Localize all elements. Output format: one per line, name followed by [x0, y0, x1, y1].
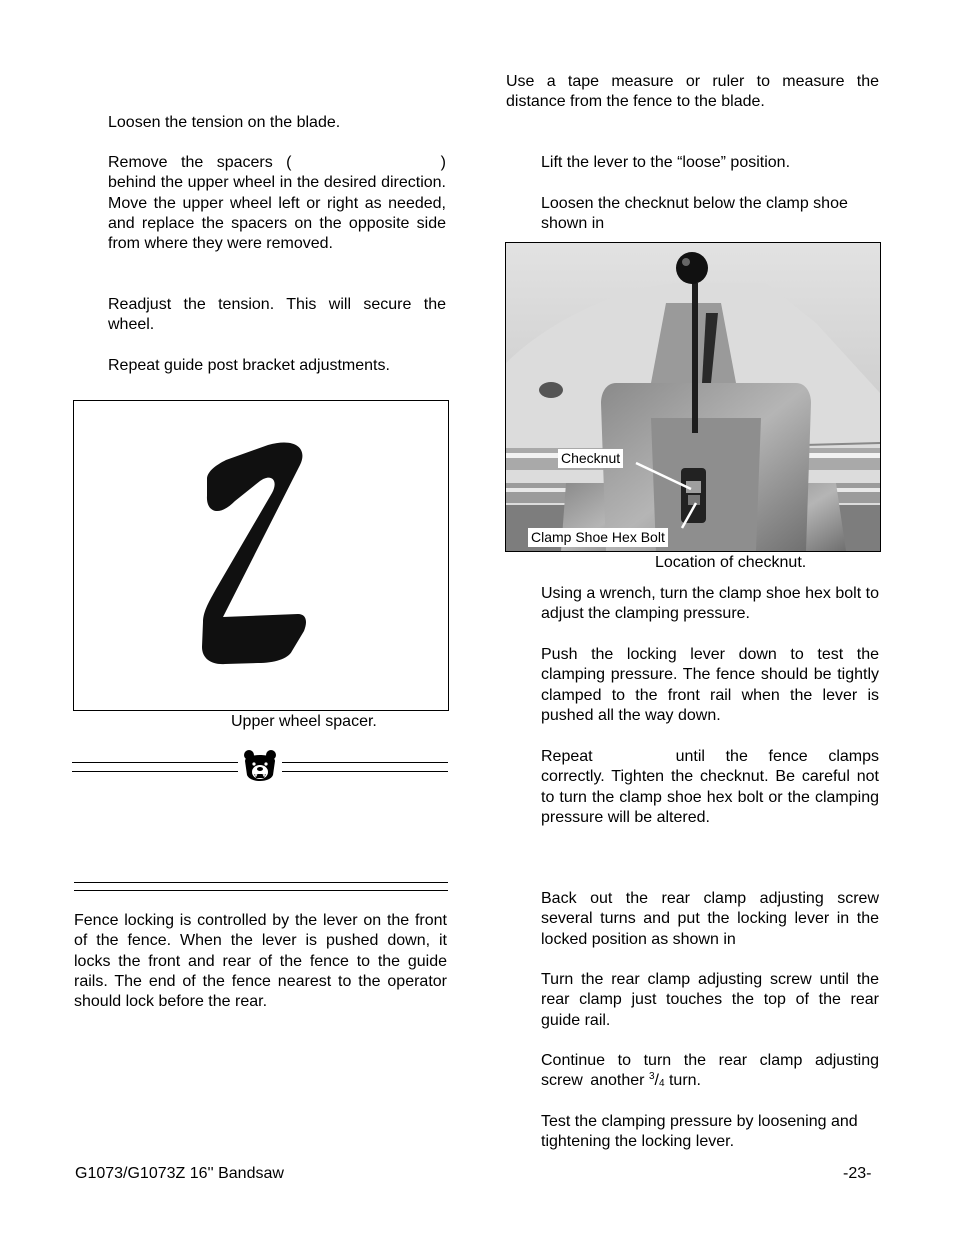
fraction-denominator: 4 — [658, 1078, 665, 1090]
step-repeat-clamp — [541, 747, 879, 828]
step-push-lever: Push the locking lever down to test the clamping pressure. The fence should be tightly clamped to the front rail when the lever is pushed all the way down. — [541, 646, 879, 724]
measure-intro: Use a tape measure or ruler to measure the distance from the fence to the blade. — [506, 73, 879, 111]
spacer-shape — [202, 442, 306, 664]
step-continue-turn — [541, 1051, 879, 1092]
step-remove-spacers-close: ) — [440, 154, 446, 171]
step-continue-end: turn. — [668, 1072, 701, 1090]
step-back-out-screw: Back out the rear clamp adjusting screw several turns and put the locking lever in the locked position as shown in — [541, 890, 879, 948]
figure-checknut-photo — [505, 242, 881, 552]
fence-locking-paragraph: Fence locking is controlled by the lever on the front of the fence. When the lever is pushed down, it locks the front and rear of the fence to the guide rails. The end of the fence nearest to the operator should lock before the rear. — [74, 912, 447, 1011]
fraction-three-quarters: $^3/_4$ — [648, 1071, 665, 1090]
label-checknut: Checknut — [558, 449, 623, 468]
divider-line — [282, 762, 448, 763]
spacer-image — [74, 401, 447, 709]
step-remove-spacers — [108, 153, 446, 254]
step-continue-text: Continue to turn the rear clamp adjusting screw another — [541, 1052, 879, 1090]
divider-line — [72, 771, 238, 772]
label-clamp-shoe-hex-bolt: Clamp Shoe Hex Bolt — [528, 528, 668, 547]
bear-logo-icon — [240, 747, 280, 787]
step-remove-spacers-body: behind the upper wheel in the desired direction. Move the upper wheel left or right as needed, and replace the spacers on the opposite side from where they were removed. — [108, 174, 446, 253]
divider-line — [282, 771, 448, 772]
step-test-pressure: Test the clamping pressure by loosening and tightening the locking lever. — [541, 1113, 858, 1151]
checknut-photo-image — [506, 243, 880, 551]
step-loosen-tension: Loosen the tension on the blade. — [108, 114, 341, 131]
figure-caption-checknut: Location of checknut. — [655, 554, 807, 571]
figure-caption-spacer: Upper wheel spacer. — [231, 713, 377, 730]
step-repeat-start: Repeat — [541, 748, 593, 765]
step-repeat-rest: until the fence clamps correctly. Tighten the checknut. Be careful not to turn the clamp shoe hex bolt or the clamping pressure will be altered. — [541, 748, 879, 826]
step-readjust-tension: Readjust the tension. This will secure the wheel. — [108, 296, 446, 334]
step-wrench: Using a wrench, turn the clamp shoe hex bolt to adjust the clamping pressure. — [541, 585, 879, 623]
figure-upper-wheel-spacer — [73, 400, 449, 711]
section-rule — [74, 882, 448, 883]
footer-page-number: -23- — [843, 1165, 872, 1182]
step-turn-screw: Turn the rear clamp adjusting screw until the rear clamp just touches the top of the rear guide rail. — [541, 971, 879, 1029]
step-repeat-guide-post: Repeat guide post bracket adjustments. — [108, 357, 390, 374]
step-lift-lever: Lift the lever to the “loose” position. — [541, 154, 791, 171]
step-remove-spacers-start: Remove the spacers ( — [108, 154, 292, 171]
step-loosen-checknut: Loosen the checknut below the clamp shoe shown in — [541, 195, 848, 233]
fraction-numerator: 3 — [648, 1071, 655, 1083]
divider-line — [72, 762, 238, 763]
footer-model: G1073/G1073Z 16'' Bandsaw — [75, 1165, 284, 1182]
section-rule — [74, 890, 448, 891]
